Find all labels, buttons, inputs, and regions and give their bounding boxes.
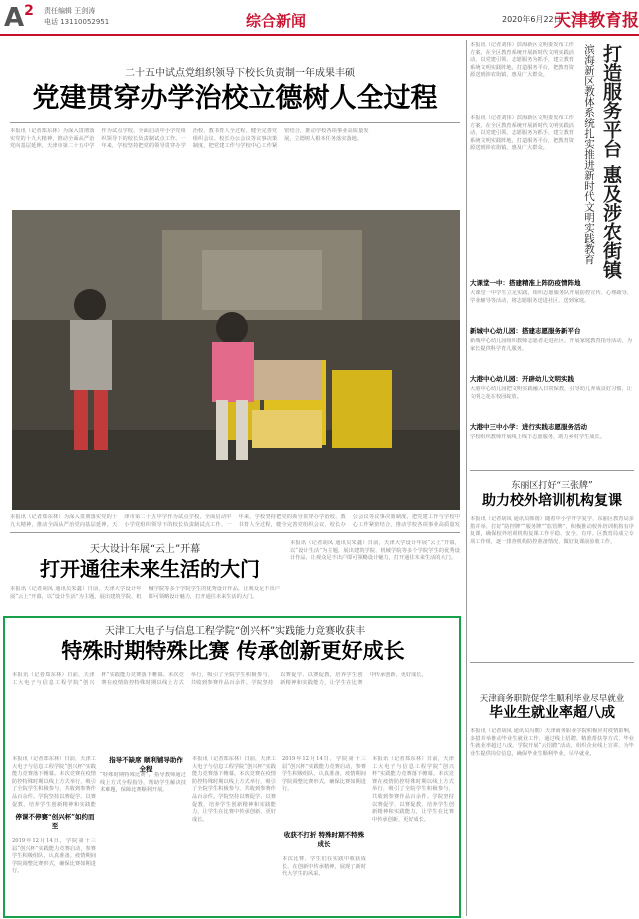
right-middle-kicker: 东丽区打好“三张牌” <box>511 481 593 491</box>
feature-kicker: 天津工大电子与信息工程学院“创兴杯”实践能力竞赛收获丰 <box>104 626 366 637</box>
middle-kicker: 天大设计年展“云上”开幕 <box>89 544 201 555</box>
divider <box>470 662 634 663</box>
right-top-body: 本报讯（记者刘伟）滨海新区文明委发布工作方案，在全区教育系统开展新时代文明实践活动，以党建引领、志愿服务为抓手，建立教育系统文明实践阵地，打造服务平台，把教育资源送到涉农街镇，惠及广大群众。 <box>470 42 574 79</box>
page-number: $A^2$ <box>4 3 34 33</box>
right-body-2: 新城中心幼儿园组织教师志愿者走进社区，开展家庭教育指导活动，为家长提供科学育儿服务。 <box>470 338 632 352</box>
lead-kicker: 二十五中试点党组织领导下校长负责制一年成果丰硕 <box>125 68 355 79</box>
feature-headline: 特殊时期特殊比赛 传承创新更好成长 <box>61 638 405 663</box>
feature-body: 本报讯（记者郑东林）日前，天津工大电子与信息工程学院“创兴杯”实践能力竞赛落下帷幕。本次竞赛在疫情防控特殊时期以线上方式举行，吸引了全院学生积极参与，共收到参赛作品百余件。学院坚持以赛促学、以赛促教，培养学生创新精神和实践能力，让学生在比赛中传承创新、更好成长。 <box>12 672 427 686</box>
right-body-3: 大港中心幼儿园把文明实践融入日常保教，引导幼儿养成良好习惯，让文明之花在校园绽放。 <box>470 386 632 400</box>
divider <box>470 470 634 471</box>
feature-body-1a: 本报讯（记者郑东林）日前，天津工大电子与信息工程学院“创兴杯”实践能力竞赛落下帷幕。本次竞赛在疫情防控特殊时期以线上方式举行，吸引了全院学生积极参与，共收到参赛作品百余件。学院坚持以赛促学、以赛促教，培养学生创新精神和实践能 <box>12 756 96 808</box>
lead-body-continued: 本报讯（记者郑东林）为深入贯彻落实党的十九大精神，推动全面从严治党向基层延伸，天津市第二十五中学作为试点学校，全面启动中小学党组织领导下的校长负责制试点工作。一年来，学校坚持把党的领导贯穿办学治校、教书育人全过程，健全完善党组织会议、校长办公会议等议事决策制度，把党建工作与学校中心工作紧密结合，推动学校各项事业高质量发 <box>10 514 460 528</box>
divider <box>10 122 460 123</box>
divider <box>10 532 460 533</box>
lead-headline: 党建贯穿办学治校立德树人全过程 <box>32 83 438 114</box>
right-middle-headline: 助力校外培训机构复课 <box>482 493 622 509</box>
right-bottom-body: 本报讯（记者胡凤 通讯员冯朝）天津商务职业学院积极应对疫情影响，多措并举推动毕业生就业工作，通过线上招聘、精准帮扶等方式，毕业生就业率超过八成。学院开展“云招聘”活动，组织企业线上宣讲，为毕业生提供岗位信息，确保毕业生顺利毕业、尽早就业。 <box>470 728 634 757</box>
lead-body: 本报讯（记者郑东林）为深入贯彻落实党的十九大精神，推动全面从严治党向基层延伸，天津市第二十五中学作为试点学校，全面启动中小学党组织领导下的校长负责制试点工作。一年来，学校坚持把党的领导贯穿办学治校、教书育人全过程，健全完善党组织会议、校长办公会议等议事决策制度，把党建工作与学校中心工作紧密结合，推动学校各项事业高质量发展，立德树人根本任务落实落地。 <box>10 128 369 150</box>
right-body-4: 学校组织教师开展线上线下志愿服务，助力乡村学生成长。 <box>470 434 605 440</box>
editor-phone: 电话 13110052951 <box>44 18 110 26</box>
right-top-subheadline: 滨海新区教体系统扎实推进新时代文明实践教育 <box>583 44 595 265</box>
lead-photo <box>12 210 460 510</box>
right-subhead-4: 大港中三中小学：进行实践志愿服务活动 <box>470 423 587 431</box>
middle-headline: 打开通往未来生活的大门 <box>40 557 260 581</box>
editor-info <box>44 6 109 28</box>
masthead <box>0 0 639 36</box>
right-bottom-kicker: 天津商务职院促学生顺利毕业尽早就业 <box>479 694 625 704</box>
editor-name: 责任编辑 王剑涛 <box>44 7 96 15</box>
middle-body: 本报讯（记者胡凤 通讯员朱鑫）日前，天津大学设计年展“云上”开幕，以“设计生活”为主题，展出建筑学院、机械学院等多个学院学生的优秀设计作品，让观众足不出户即可领略设计魅力，打开通往未来生活的大门。 <box>10 586 280 600</box>
column-divider <box>466 40 467 916</box>
feature-body-col5: 本报讯（记者郑东林）日前，天津工大电子与信息工程学院“创兴杯”实践能力竞赛落下帷幕。本次竞赛在疫情防控特殊时期以线上方式举行，吸引了全院学生积极参与，共收到参赛作品百余件。学院坚持以赛促学、以赛促教，培养学生创新精神和实践能力，让学生在比赛中传承创新、更好成长。 <box>372 756 454 823</box>
feature-body-1: 2019年12月14日，学院第十三届“创兴杯”实践能力竞赛启动，参赛学生积极组队，认真准备。疫情期间学院调整比赛形式，确保比赛如期进行。 <box>12 838 96 875</box>
right-subhead-2: 新城中心幼儿园：搭建志愿服务新平台 <box>470 327 581 335</box>
middle-body-side: 本报讯（记者胡凤 通讯员朱鑫）日前，天津大学设计年展“云上”开幕，以“设计生活”为主题，展出建筑学院、机械学院等多个学院学生的优秀设计作品，让观众足不出户即可领略设计魅力，打开通往未来生活的大门。 <box>290 540 460 562</box>
section-title: 综合新闻 <box>246 12 307 30</box>
right-subhead-3: 大港中心幼儿园：开辟幼儿文明实践 <box>470 375 574 383</box>
issue-date: 2020年6月22日 <box>502 15 562 24</box>
photo-illustration <box>12 210 460 510</box>
newspaper-logo: 天津教育报 <box>554 11 639 31</box>
feature-body-col3: 本报讯（记者郑东林）日前，天津工大电子与信息工程学院“创兴杯”实践能力竞赛落下帷幕。本次竞赛在疫情防控特殊时期以线上方式举行，吸引了全院学生积极参与，共收到参赛作品百余件。学院坚持以赛促学、以赛促教，培养学生创新精神和实践能力，让学生在比赛中传承创新、更好成长。 <box>192 756 276 823</box>
right-top-body-2: 本报讯（记者刘伟）滨海新区文明委发布工作方案，在全区教育系统开展新时代文明实践活动，以党建引领、志愿服务为抓手，建立教育系统文明实践阵地，打造服务平台，把教育资源送到涉农街镇，惠及广大群众。 <box>470 115 574 152</box>
feature-body-col4: 2019年12月14日，学院第十三届“创兴杯”实践能力竞赛启动，参赛学生积极组队，认真准备。疫情期间学院调整比赛形式，确保比赛如期进行。 <box>282 756 366 793</box>
feature-subhead-1: 停课不停赛“创兴杯”如约而至 <box>15 813 95 830</box>
right-bottom-headline: 毕业生就业率超八成 <box>489 705 615 721</box>
feature-subhead-2: 指导不缺席 顺利铺导助作全程 <box>109 756 183 773</box>
feature-subhead-3: 收获不打折 特殊时期不特殊成长 <box>283 831 365 848</box>
right-top-headline: 打造服务平台 惠及涉农街镇 <box>600 44 622 279</box>
right-subhead-1: 大课堂一中：搭建精准上阵防疫情阵地 <box>470 279 581 287</box>
feature-body-2: “特殊时期特殊比赛”，指导教师通过线上方式全程指导，帮助学生解决技术难题，保障比赛顺利开展。 <box>100 772 186 794</box>
right-middle-body: 本报讯（记者胡凤 通讯员韩雨）随着中小学开学复学，东丽区教育局多措并举，打好“防控牌”“服务牌”“监管牌”，积极推动校外培训机构有序复课，确保校外培训机构复课工作平稳、安全、有序。区教育局成立专项工作组，逐一排查机构防控准备情况，做好复课前验收工作。 <box>470 516 634 545</box>
feature-body-3: 本次比赛，学生们在实践中收获成长，在创新中传承精神，展现了新时代大学生的风采。 <box>282 856 366 878</box>
right-body-1: 大课堂一中学生立足实践，组织志愿服务队开展防控宣传、心理疏导、学业辅导等活动，将志愿服务送进社区、送到家庭。 <box>470 290 632 304</box>
